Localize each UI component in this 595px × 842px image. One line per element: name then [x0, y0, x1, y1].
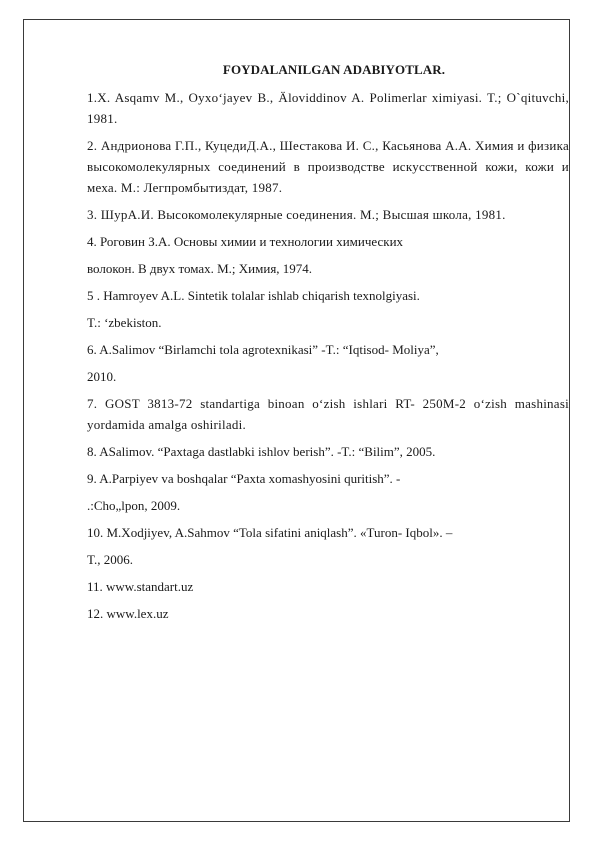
reference-text: 7. GOST 3813-72 standartiga binoan o‘zish ishlari RT- 250M-2 o‘zish mashinasi yordamida amalga oshiriladi. — [87, 396, 569, 432]
reference-link: 12. www.lex.uz — [87, 606, 169, 621]
reference-link: 11. www.standart.uz — [87, 579, 194, 594]
reference-item-continued — [87, 366, 569, 387]
reference-text: 5 . Hamroyev A.L. Sintetik tolalar ishlab chiqarish texnolgiyasi. — [87, 288, 420, 303]
reference-item-continued — [87, 495, 569, 516]
reference-text: 10. M.Xodjiyev, A.Sahmov “Tola sifatini aniqlash”. «Turon- Iqbol». – — [87, 525, 453, 540]
reference-item — [87, 468, 569, 489]
reference-text: 3. ШурА.И. Высокомолекулярные соединения. М.; Высшая школа, 1981. — [87, 207, 506, 222]
reference-text: .:Cho„lpon, 2009. — [87, 498, 181, 513]
reference-item — [87, 576, 569, 597]
references-section — [87, 62, 569, 630]
reference-text: 2010. — [87, 369, 117, 384]
reference-item — [87, 522, 569, 543]
reference-item-continued — [87, 312, 569, 333]
reference-text: T.: ‘zbekiston. — [87, 315, 162, 330]
reference-text: 4. Роговин З.А. Основы химии и технологии химических — [87, 234, 404, 249]
reference-item-continued — [87, 258, 569, 279]
reference-item — [87, 231, 569, 252]
reference-item — [87, 285, 569, 306]
reference-text: 8. ASalimov. “Paxtaga dastlabki ishlov berish”. -T.: “Bilim”, 2005. — [87, 444, 436, 459]
reference-item — [87, 87, 569, 129]
reference-item — [87, 441, 569, 462]
reference-text: 1.X. Asqamv M., Oyxo‘jayev B., Äloviddinov A. Polimerlar ximiyasi. T.; O`qituvchi, 1981. — [87, 90, 569, 126]
reference-item — [87, 135, 569, 198]
reference-text: волокон. В двух томах. М.; Химия, 1974. — [87, 261, 313, 276]
reference-text: T., 2006. — [87, 552, 133, 567]
reference-item-continued — [87, 549, 569, 570]
reference-item — [87, 339, 569, 360]
reference-item — [87, 603, 569, 624]
reference-text: 9. A.Parpiyev va boshqalar “Paxta xomashyosini quritish”. - — [87, 471, 401, 486]
reference-text: 2. Андрионова Г.П., КуцедиД.А., Шестакова И. С., Касьянова А.А. Химия и физика высокомолекулярных соединений в производстве искусственной кожи, кожи и меха. М.: Легпромбытиздат, 1987. — [87, 138, 569, 195]
page-title: FOYDALANILGAN ADABIYOTLAR. — [222, 62, 446, 77]
reference-item — [87, 204, 569, 225]
reference-text: 6. A.Salimov “Birlamchi tola agrotexnikasi” -T.: “Iqtisod- Moliya”, — [87, 342, 439, 357]
reference-item — [87, 393, 569, 435]
